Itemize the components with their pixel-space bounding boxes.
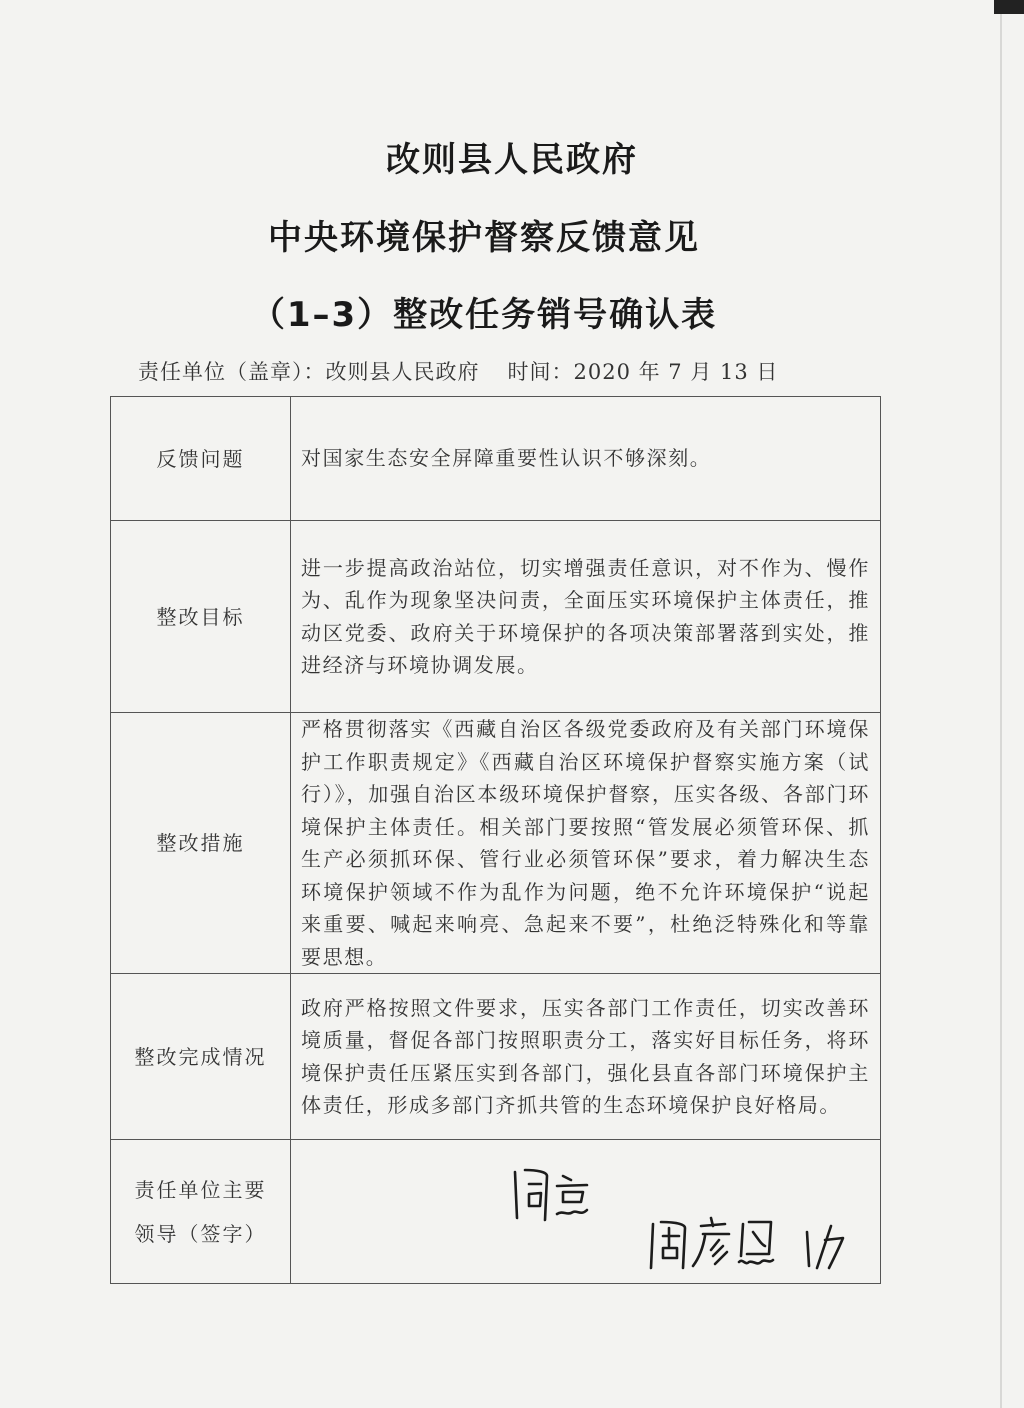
signature-label-line-2: 领导（签字） [134,1221,267,1246]
row-label-rectification-goal: 整改目标 [111,521,291,713]
unit-value: 改则县人民政府 [325,360,480,384]
time-label: 时间： [507,360,574,384]
row-label-completion-status: 整改完成情况 [111,974,291,1140]
row-content-rectification-measures: 严格贯彻落实《西藏自治区各级党委政府及有关部门环境保护工作职责规定》《西藏自治区环境保护督察实施方案（试行）》，加强自治区本级环境保护督察，压实各级、各部门环境保护主体责任。相关部门要按照“管发展必须管环保、抓生产必须抓环保、管行业必须管环保”要求，着力解决生态环境保护领域不作为乱作为问题，绝不允许环境保护“说起来重要、喊起来响亮、急起来不要”，杜绝泛特殊化和等靠要思想。 [291,713,881,974]
table-row-rectification-goal [111,521,881,713]
row-label-leader-signature [111,1140,291,1284]
document-title-line-1: 改则县人民政府 [386,140,638,180]
row-content-feedback-problem: 对国家生态安全屏障重要性认识不够深刻。 [291,397,881,521]
table-row-feedback-problem [111,397,881,521]
row-label-rectification-measures: 整改措施 [111,713,291,974]
handwritten-signature [291,1140,881,1284]
scan-edge-line [1000,14,1002,1408]
confirmation-form-table [110,396,881,1284]
table-row-leader-signature [111,1140,881,1284]
row-content-completion-status: 政府严格按照文件要求，压实各部门工作责任，切实改善环境质量，督促各部门按照职责分工，落实好目标任务，将环境保护责任压紧压实到各部门，强化县直各部门环境保护主体责任，形成多部门齐抓共管的生态环境保护良好格局。 [291,974,881,1140]
document-title-line-3: （1–3）整改任务销号确认表 [250,295,718,335]
table-row-completion-status [111,974,881,1140]
document-title-line-2: 中央环境保护督察反馈意见 [268,218,700,258]
time-value: 2020 年 7 月 13 日 [573,360,779,384]
scan-edge-mark [994,0,1024,14]
row-content-rectification-goal: 进一步提高政治站位，切实增强责任意识，对不作为、慢作为、乱作为现象坚决问责，全面压实环境保护主体责任，推动区党委、政府关于环境保护的各项决策部署落到实处，推进经济与环境协调发展。 [291,521,881,713]
header-info [138,356,778,386]
unit-label: 责任单位（盖章）： [138,360,326,384]
signature-label-line-1: 责任单位主要 [134,1177,267,1202]
row-label-feedback-problem: 反馈问题 [111,397,291,521]
table-row-rectification-measures [111,713,881,974]
signature-area [291,1140,881,1284]
